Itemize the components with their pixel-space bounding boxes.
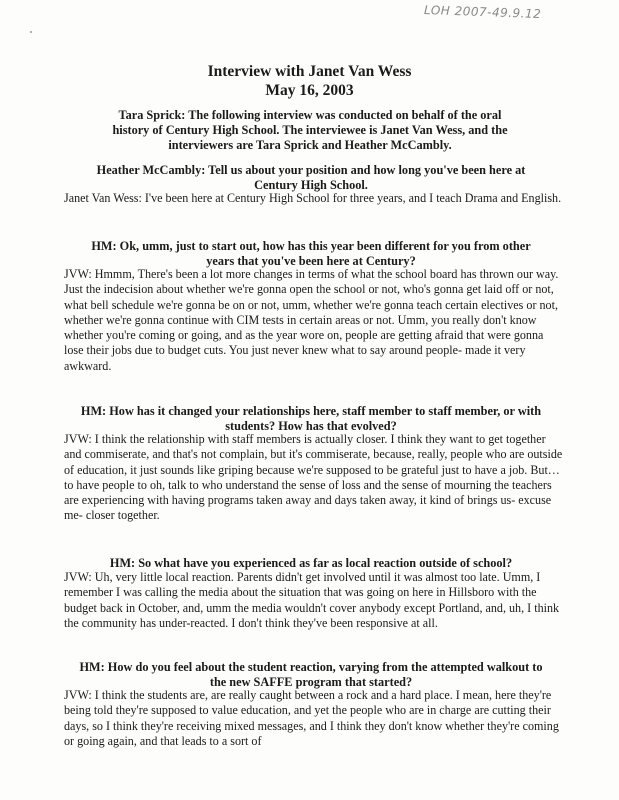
scan-speck [30,31,32,33]
answer-2: JVW: Hmmm, There's been a lot more changes in terms of what the school board has thrown our way. Just the indecision about whether we're gonna open the school or not, who's gonna get laid off or not, what bell schedule we're gonna be on or not, umm, whether we're gonna teach certain electives or not, whether we're gonna continue with CIM tests in certain areas or not. Umm, you really don't know whether you're coming or going, and as the year wore on, people are getting afraid that were gonna lose their jobs due to budget cuts. You just never knew what to say around people- made it very awkward. [64,267,559,373]
question-4: HM: So what have you experienced as far as local reaction outside of school? [109,556,513,570]
question-1: Heather McCambly: Tell us about your position and how long you've been here at Century High School. [96,163,526,192]
document-date: May 16, 2003 [265,82,354,99]
answer-5: JVW: I think the students are, are really caught between a rock and a hard place. I mean, here they're being told they're supposed to value education, and yet the people who are in charge are cutting their days, so I think they're receiving mixed messages, and I think they don't know whether they're coming or going again, and that leads to a sort of [64,688,559,748]
document-title: Interview with Janet Van Wess [207,63,412,80]
answer-1: Janet Van Wess: I've been here at Century High School for three years, and I teach Drama and English. [64,191,562,205]
accession-mark: LOH 2007-49.9.12 [423,2,542,22]
answer-4: JVW: Uh, very little local reaction. Parents didn't get involved until it was almost too late. Umm, I remember I was calling the media about the situation that was going on here in Hillsboro with the budget back in October, and, umm the media wouldn't cover anybody except Portland, and, uh, I think the community has under-reacted. I don't think they've been responsive at all. [64,570,560,630]
intro-paragraph: Tara Sprick: The following interview was conducted on behalf of the oral history of Century High School. The interviewee is Janet Van Wess, and the interviewers are Tara Sprick and Heather McCambly. [112,108,508,152]
question-5: HM: How do you feel about the student reaction, varying from the attempted walkout to the new SAFFE program that started? [79,660,543,689]
answer-3: JVW: I think the relationship with staff members is actually closer. I think they want to get together and commiserate, and that's not complain, but it's commiserate, because, really, people who are outside of education, it just sounds like griping because we're supposed to be grateful just to have a job. But… to have people to oh, talk to who understand the sense of loss and the sense of mourning the teachers are experiencing with having programs taken away and days taken away, it kind of brings us- excuse me- closer together. [64,432,563,523]
question-3: HM: How has it changed your relationships here, staff member to staff member, or with students? How has that evolved? [80,404,542,433]
question-2: HM: Ok, umm, just to start out, how has this year been different for you from other years that you've been here at Century? [91,239,531,268]
